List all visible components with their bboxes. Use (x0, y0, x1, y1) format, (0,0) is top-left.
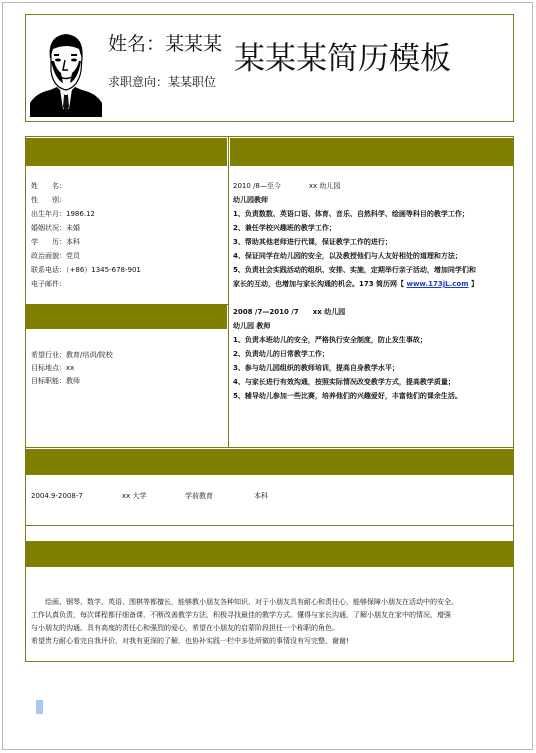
info-row-phone: 联系电话：（+86）1345-678-901 (31, 266, 141, 274)
objective-row (108, 74, 216, 90)
work-experience-header-band (230, 138, 513, 166)
info-row-gender: 性 别： (31, 196, 66, 204)
info-row-name: 姓 名： (31, 182, 66, 190)
info-row-birth: 出生年月：1986.12 (31, 210, 95, 218)
job2-duty-1: 1、负责本班幼儿的安全，严格执行安全制度，防止发生事故； (233, 336, 427, 344)
info-row-education: 学 历：本科 (31, 238, 80, 246)
basic-info-header-band (26, 138, 227, 166)
self-eval-line-1: 绘画、钢琴、数学、英语、围棋等都擅长，能够教小朋友各种知识，对于小朋友具有耐心和责任心，能够保障小朋友在活动中的安全。 (31, 598, 458, 606)
job1-duty-4: 4、保证同学在幼儿园的安全，以及教授他们与人友好相处的道理和方法； (233, 252, 462, 260)
education-degree: 本科 (254, 492, 268, 500)
column-divider (228, 137, 229, 447)
job1-title: 幼儿园教师 (233, 196, 268, 204)
job1-heading: 2010 /8—至今 xx 幼儿园 (233, 182, 341, 190)
job2-duty-3: 3、参与幼儿园组织的教师培训，提高自身教学水平； (233, 364, 399, 372)
job1-duty-3: 3、帮助其他老师进行代课，保证教学工作的进行； (233, 238, 392, 246)
job2-duty-4: 4、与家长进行有效沟通，按照实际情况改变教学方式，提高教学质量； (233, 378, 455, 386)
education-period: 2004.9-2008-7 (31, 492, 83, 500)
job1-duty-5-continued: 家长的互动，也增加与家长沟通的机会。173 简历网【 www.173jL.com 】 (233, 280, 478, 288)
name-row (108, 32, 222, 56)
objective-value: 某某职位 (168, 75, 217, 89)
education-school: xx 大学 (122, 492, 147, 500)
job1-duty-2: 2、兼任学校兴趣班的教学工作； (233, 224, 336, 232)
education-major: 学前教育 (185, 492, 213, 500)
self-evaluation-header-band (26, 541, 513, 567)
info-row-marital: 婚姻状况：未婚 (31, 224, 80, 232)
self-eval-line-4: 希望贵方耐心看完自我评价，对我有更深的了解，也协补实践一栏中多处所做的事情没有写完整，谢谢! (31, 637, 349, 645)
resume-title: 某某某简历模板 (234, 41, 451, 77)
intention-row-location: 目标地点：xx (31, 364, 75, 372)
job1-duty-5: 5、负责社会实践活动的组织、安排、实施，定期举行亲子活动，增加同学们和 (233, 266, 476, 274)
job2-heading: 2008 /7—2010 /7 xx 幼儿园 (233, 308, 346, 316)
education-header-band (26, 449, 513, 475)
job1-duty-1: 1、负责数数、英语口语、体育、音乐、自然科学、绘画等科目的教学工作； (233, 210, 469, 218)
self-eval-line-3: 与小朋友的沟通。具有高度的责任心和强烈的爱心，希望在小朋友的启蒙阶段担任一个称职的角色。 (31, 624, 339, 632)
info-row-email: 电子邮件： (31, 280, 66, 288)
objective-label: 求职意向： (108, 75, 169, 89)
name-value: 某某某 (165, 33, 223, 55)
job2-title: 幼儿园 教师 (233, 322, 271, 330)
job2-duty-2: 2、负责幼儿的日常教学工作； (233, 350, 329, 358)
self-eval-line-2: 工作认真负责，每次课程都仔细备课，不断改善教学方法，积极寻找最佳的教学方式。懂得与家长沟通，了解小朋友在家中的情况，增强 (31, 611, 451, 619)
job-intention-header-band (26, 305, 227, 329)
job2-duty-5: 5、辅导幼儿参加一些比赛，培养他们的兴趣爱好，丰富他们的课余生活。 (233, 392, 462, 400)
website-link[interactable]: www.173jL.com (406, 280, 469, 288)
text-cursor (36, 700, 43, 714)
info-row-political: 政治面貌：党员 (31, 252, 80, 260)
name-label: 姓名： (108, 33, 166, 55)
avatar (30, 33, 102, 117)
intention-row-industry: 希望行业：教育/培训/院校 (31, 351, 113, 359)
intention-row-function: 目标职能：教师 (31, 377, 80, 385)
